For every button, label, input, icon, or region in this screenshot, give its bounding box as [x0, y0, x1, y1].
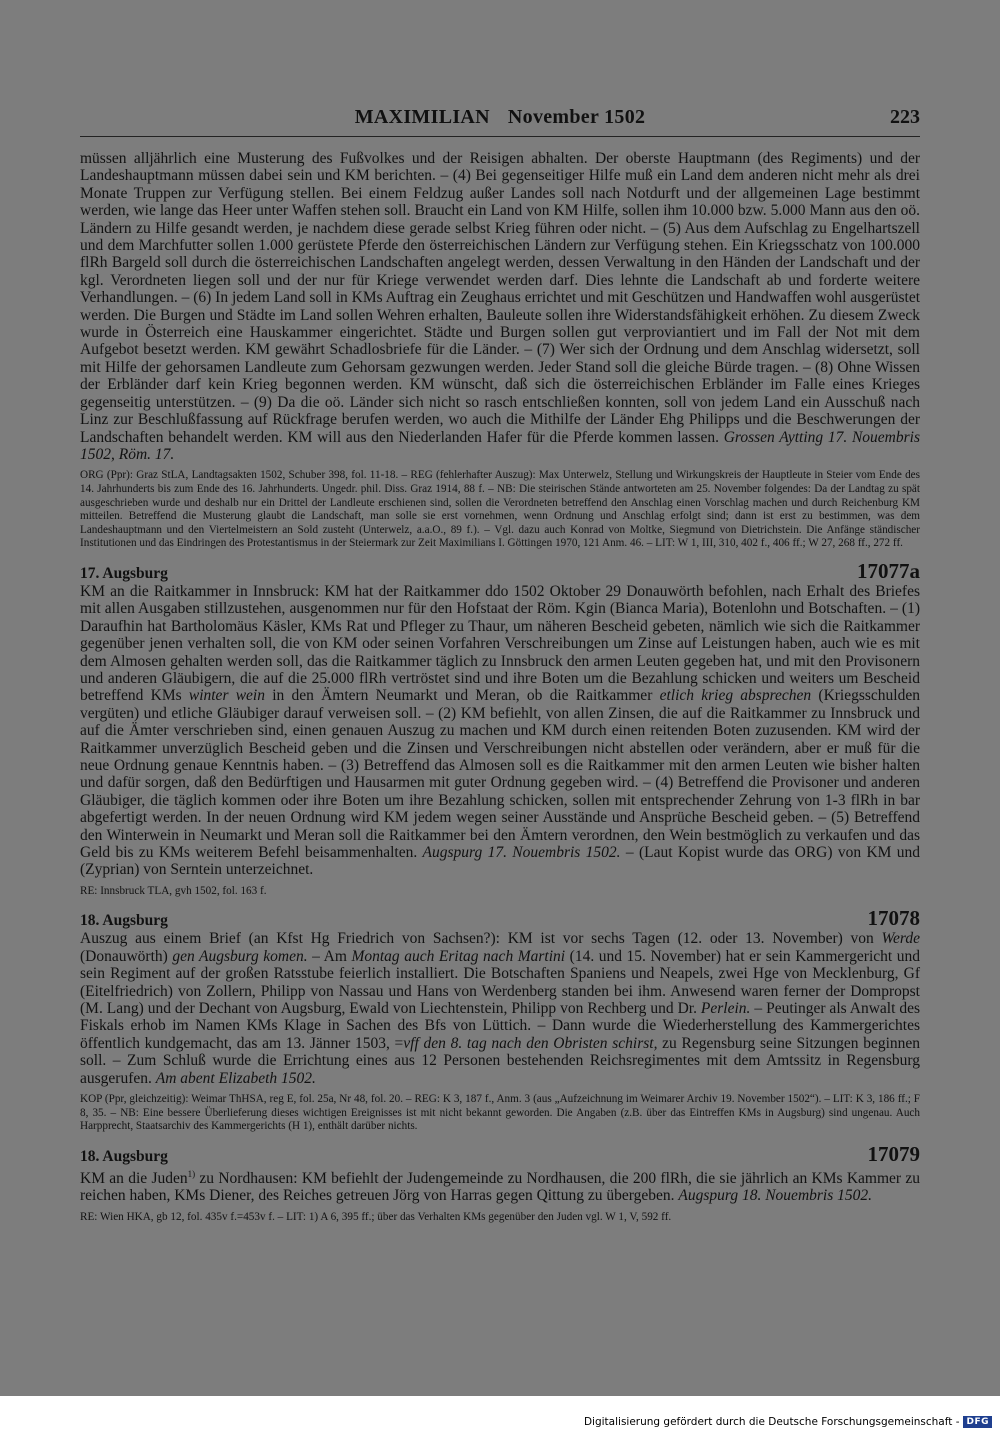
- entry-heading: [80, 908, 920, 930]
- entry-17079: [80, 1141, 920, 1225]
- entry-number: 17079: [867, 1141, 920, 1166]
- entry-quote: etlich krieg absprechen: [659, 687, 812, 705]
- intro-closing: Grossen Aytting 17. Nouembris 1502, Röm. 17.: [80, 428, 920, 463]
- entry-quote: Perlein.: [700, 1000, 751, 1017]
- entry-text-part: KM an die Raitkammer in Innsbruck: KM hat der Raitkammer ddo 1502 Oktober 29 Donauwörth befohlen, nach Erhalt des Briefes mit allen Ausgaben stillzustehen, ausgenommen nur für den Hofstaat der Röm. Kgin (Bianca Maria), Botenlohn und Botschaften. – (1) Daraufhin hat Bartholomäus Käsler, KMs Rat und Pfleger zu Thaur, um näheren Bescheid gebeten, nämlich wie sich die Raitkammer gegenüber jenen verhalten soll, die von KM oder seinen Vorfahren Verschreibungen um Zinse auf Leistungen haben, auch wie es mit dem Almosen gehalten werden soll, das die Raitkammer täglich zu Innsbruck den armen Leuten gegeben hat, und mit den Provisonern und anderen Gläubigern, die auf die 25.000 flRh vertröstet sind und ihre Boten um die Bezahlung schicken und weiters um Bescheid betreffend KMs: [80, 582, 920, 705]
- entry-closing: Am abent Elizabeth 1502.: [155, 1069, 316, 1087]
- entry-text-part: in den Ämtern Neumarkt und Meran, ob die Raitkammer: [264, 687, 660, 705]
- header-name: MAXIMILIAN: [354, 106, 490, 128]
- footer-text: Digitalisierung gefördert durch die Deutsche Forschungsgemeinschaft -: [583, 1416, 960, 1428]
- entry-number: 17077a: [857, 558, 920, 583]
- entry-text: [80, 930, 920, 1087]
- entry-quote: vff den 8. tag nach den Obristen schirst,: [403, 1034, 658, 1052]
- intro-paragraph: [80, 150, 920, 463]
- digitization-footer: [584, 1414, 992, 1430]
- entry-text-part: (Kriegsschulden vergüten) und etliche Gläubiger darauf verweisen soll. – (2) KM befiehlt, von allen Zinsen, die auf die Raitkammer zu Innsbruck und auf die Ämter verschrieben sind, einen genauen Auszug zu machen und KM durch einen reitenden Boten zuzusenden. KM wird der Raitkammer unverzüglich Bescheid geben und die Zinsen und Verschreibungen nicht abstellen oder verändern, aber er muß für die neue Ordnung genaue Kenntnis haben. – (3) Betreffend das Almosen soll es die Raitkammer mit den armen Leuten wie bisher halten und dafür sorgen, daß den Bedürftigen und Hausarmen mit guter Ordnung gegeben wird. – (4) Betreffend die Provisoner und anderen Gläubiger, die täglich kommen oder ihre Boten um ihre Bezahlung schicken, sollen mit entsprechender Zehrung von 1-3 flRh in bar abgefertigt werden. In der neuen Ordnung wird KM jedem wegen seiner Ausstände und Ansprüche Bescheid geben. – (5) Betreffend den Winterwein in Neumarkt und Meran soll die Raitkammer bei den Ämtern verordnen, den Wein bestmöglich zu verkaufen und das Geld bis zu KMs weiterem Befehl beisammenhalten.: [80, 687, 920, 861]
- entry-date: 18. Augsburg: [80, 1147, 168, 1165]
- entry-text-part: – Am: [307, 947, 352, 965]
- entry-closing: Augspurg 18. Nouembris 1502.: [678, 1187, 873, 1205]
- entry-heading: [80, 558, 920, 583]
- entry-text-part: Auszug aus einem Brief (an Kfst Hg Friedrich von Sachsen?): KM ist vor sechs Tagen (12. oder 13. November) von: [80, 930, 882, 948]
- entry-text-part: zu Regensburg seine Sitzungen beginnen soll. – Zum Schluß wurde die Errichtung eines aus 12 Personen bestehenden Reichsregimentes mit dem Amtssitz in Regensburg ausgerufen.: [80, 1034, 921, 1087]
- entry-text-part: KM an die Juden: [80, 1169, 188, 1187]
- entry-quote: Montag auch Eritag nach Martini: [351, 947, 566, 965]
- header-rule: [80, 136, 920, 137]
- entry-text-part: – Peutinger als Anwalt des Fiskals erhob im Namen KMs Klage in Sachen des Bfs von Lüttich. – Dann wurde die Wiederherstellung des Kammergerichtes öffentlich kundgemacht, das am 13. Jänner 1503, =: [80, 1000, 920, 1052]
- page-number: 223: [890, 106, 920, 128]
- entry-date: 18. Augsburg: [80, 912, 168, 930]
- entry-text: [80, 1166, 920, 1205]
- entry-text-part: (Donauwörth): [80, 947, 173, 965]
- entry-note: RE: Innsbruck TLA, gvh 1502, fol. 163 f.: [80, 884, 267, 897]
- running-title: [80, 106, 920, 129]
- entry-quote: gen Augsburg komen.: [172, 947, 308, 965]
- entry-17078: [80, 908, 920, 1133]
- entry-text-part: (14. und 15. November) hat er sein Kammergericht und sein Regiment auf der großen Ratsstube feierlich installiert. Die Botschaften Spaniens und Neapels, zwei Hge von Mecklenburg, Gf (Eitelfriedrich) von Zollern, Philipp von Nassau und Hans von Werdenberg standen bei ihm. Anwesend waren ferner der Dompropst (M. Lang) und der Dechant von Augsburg, Ewald von Liechtenstein, Philipp von Rechberg und Dr.: [80, 947, 921, 1017]
- entry-closing: Augspurg 17. Nouembris 1502.: [422, 843, 621, 861]
- entry-17077a: [80, 558, 921, 899]
- dfg-logo: DFG: [963, 1416, 992, 1428]
- entry-note: RE: Wien HKA, gb 12, fol. 435v f.=453v f. – LIT: 1) A 6, 395 ff.; über das Verhalten KMs gegenüber den Juden vgl. W 1, V, 592 ff.: [80, 1210, 672, 1223]
- entry-note: KOP (Ppr, gleichzeitig): Weimar ThHSA, reg E, fol. 25a, Nr 48, fol. 20. – REG: K 3, 187 f., Anm. 3 (aus „Aufzeichnung im Weimarer Archiv 19. November 1502“). – LIT: K 3, 186 ff.; F 8, 35. – NB: Eine bessere Überlieferung dieses wichtigen Ereignisses ist mit nicht bekannt geworden. Die Angaben (z.B. über das Eintreffen KMs in Augsburg) sind ungenau. Auch Harpprecht, Staatsarchiv des Kammergerichts (H 1), enthält darüber nichts.: [80, 1093, 920, 1133]
- entry-quote: winter wein: [188, 687, 265, 705]
- intro-text: müssen alljährlich eine Musterung des Fußvolkes und der Reisigen abhalten. Der oberste Hauptmann (des Regiments) und der Landeshauptmann müssen dabei sein und KM berichten. – (4) Bei gegenseitiger Hilfe muß ein Land dem anderen nicht mehr als drei Monate Truppen zur Verfügung stellen. Bei einem Feldzug außer Landes soll nach Notdurft und der allgemeinen Lage bestimmt werden, wie lange das Heer unter Waffen stehen soll. Braucht ein Land von KM Hilfe, sollen ihm 10.000 bzw. 5.000 Mann aus den oö. Ländern zu Hilfe gesandt werden, je nachdem diese gerade selbst Krieg führen oder nicht. – (5) Aus dem Aufschlag zu Engelhartszell und dem Marchfutter sollen 1.000 gerüstete Pferde den österreichischen Ländern zur Verfügung stehen. Ein Kriegsschatz von 100.000 flRh Bargeld soll durch die österreichischen Landschaften angelegt werden, dessen Verwaltung in den Händen der Landschaft und der kgl. Verordneten liegen soll und der nur für Kriege verwendet werden darf. Dies lehnte die Landschaft ab und forderte weitere Verhandlungen. – (6) In jedem Land soll in KMs Auftrag ein Zeughaus errichtet und mit Geschützen und Handwaffen wohl ausgerüstet werden. Die Burgen und Städte im Land sollen Wehren erhalten, Bauleute sollen ihre Widerstandsfähigkeit erhöhen. Zu diesem Zweck wurde in Österreich eine Hauskammer eingerichtet. Städte und Burgen sollen gut verproviantiert und im Fall der Not mit dem Aufgebot besetzt werden. KM gewährt Schadlosbriefe für die Länder. – (7) Wer sich der Ordnung und dem Anschlag widersetzt, soll mit Hilfe der gehorsamen Landleute zum Gehorsam gezwungen werden. Jeder Stand soll die gleiche Bürde tragen. – (8) Ohne Wissen der Erbländer darf kein Krieg begonnen werden. KM wünscht, daß sich die österreichischen Erbländer im Falle eines Krieges gegenseitig unterstützen. – (9) Da die oö. Länder sich nicht so rasch entschließen konnten, soll von jedem Land ein Ausschuß nach Linz zur Beschlußfassung auf Rückfrage berufen werden, wo auch die Mithilfe der Länder Ehg Philipps und die Beschwerungen der Landschaften behandelt werden. KM will aus den Niederlanden Hafer für die Pferde kommen lassen.: [80, 150, 920, 446]
- entry-text-part: – (Laut Kopist wurde das ORG) von KM und (Zyprian) von Serntein unterzeichnet.: [80, 843, 921, 879]
- entry-quote: Werde: [881, 930, 920, 948]
- footnote-marker: 1): [187, 1168, 196, 1179]
- intro-note: ORG (Ppr): Graz StLA, Landtagsakten 1502, Schuber 398, fol. 11-18. – REG (fehlerhafter Auszug): Max Unterwelz, Stellung und Wirkungskreis der Hauptleute in Steier vom Ende des 14. Jahrhunderts bis zum Ende des 16. Jahrhunderts. Ungedr. phil. Diss. Graz 1914, 88 f. – NB: Die steirischen Stände antworteten am 25. November folgendes: Da der Landtag zu spät ausgeschrieben wurde und deshalb nur ein Drittel der Landleute erschienen sind, sollen die Verordneten betreffend den Anschlag einen Vorschlag machen und durch Reichenburg KM mitteilen. Betreffend die Musterung glaubt die Landschaft, man solle sie erst vornehmen, wenn Ordnung und Anschlag erfolgt sind; dann ist erst zu bestimmen, was dem Landeshauptmann und den Viertelmeistern an Sold zusteht (Unterwelz, a.a.O., 89 f.). – Vgl. dazu auch Konrad von Moltke, Siegmund von Dietrichstein. Die Anfänge ständischer Institutionen und das Eindringen des Protestantismus in der Steiermark zur Zeit Maximilians I. Göttingen 1970, 121 Anm. 46. – LIT: W 1, III, 310, 402 f., 406 ff.; W 27, 268 ff., 272 ff.: [80, 469, 920, 550]
- header-date: November 1502: [507, 106, 646, 128]
- running-header: [80, 106, 920, 136]
- entry-heading: [80, 1141, 920, 1166]
- entry-number: 17078: [867, 906, 920, 931]
- entry-text: [80, 583, 920, 879]
- entry-text-part: zu Nordhausen: KM befiehlt der Judengemeinde zu Nordhausen, die 200 flRh, die sie jährlich an KMs Kammer zu reichen haben, KMs Diener, des Reiches getreuen Jörg von Harras gegen Qittung zu übergeben.: [80, 1169, 920, 1205]
- page-content: [80, 150, 920, 1224]
- entry-date: 17. Augsburg: [80, 564, 168, 582]
